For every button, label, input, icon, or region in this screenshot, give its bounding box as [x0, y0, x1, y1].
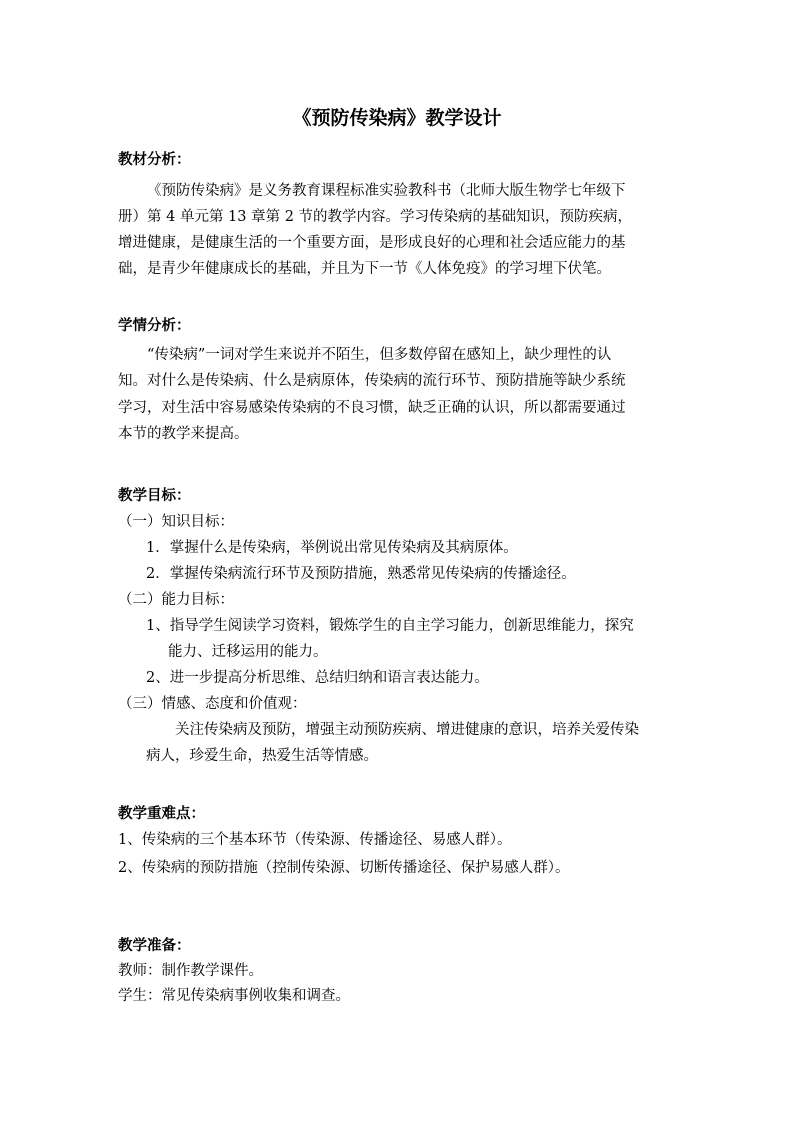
- material-line-1: 《预防传染病》是义务教育课程标准实验教科书（北师大版生物学七年级下: [147, 183, 626, 199]
- goals-knowledge-label: （一）知识目标：: [118, 514, 234, 530]
- preparation-teacher: 教师：制作教学课件。: [118, 963, 263, 979]
- students-line-2: 知。对什么是传染病、什么是病原体，传染病的流行环节、预防措施等缺少系统: [118, 373, 626, 389]
- goals-ability-label: （二）能力目标：: [118, 592, 234, 608]
- material-line-2: 册）第 4 单元第 13 章第 2 节的教学内容。学习传染病的基础知识，预防疾病，: [118, 209, 633, 225]
- material-line-3: 增进健康，是健康生活的一个重要方面，是形成良好的心理和社会适应能力的基: [118, 235, 626, 251]
- goals-emotion-line-2: 病人，珍爱生命，热爱生活等情感。: [146, 748, 378, 764]
- goals-knowledge-item-1: 1．掌握什么是传染病，举例说出常见传染病及其病原体。: [146, 540, 518, 556]
- goals-ability-item-1-line-2: 能力、迁移运用的能力。: [168, 644, 328, 660]
- section-heading-key-points: 教学重难点：: [118, 805, 205, 822]
- section-heading-preparation: 教学准备：: [118, 937, 191, 954]
- goals-ability-item-1-line-1: 1、指导学生阅读学习资料，锻炼学生的自主学习能力，创新思维能力，探究: [146, 618, 634, 634]
- preparation-student: 学生：常见传染病事例收集和调查。: [118, 988, 350, 1004]
- students-line-3: 学习，对生活中容易感染传染病的不良习惯，缺乏正确的认识，所以都需要通过: [118, 400, 626, 416]
- key-point-item-1: 1、传染病的三个基本环节（传染源、传播途径、易感人群）。: [118, 832, 512, 848]
- goals-knowledge-item-2: 2．掌握传染病流行环节及预防措施，熟悉常见传染病的传播途径。: [146, 566, 576, 582]
- section-heading-goals: 教学目标：: [118, 487, 191, 504]
- students-line-1: “传染病”一词对学生来说并不陌生，但多数停留在感知上，缺少理性的认: [147, 347, 612, 363]
- section-heading-material: 教材分析：: [118, 151, 191, 168]
- goals-ability-item-2: 2、进一步提高分析思维、总结归纳和语言表达能力。: [146, 670, 489, 686]
- key-point-item-2: 2、传染病的预防措施（控制传染源、切断传播途径、保护易感人群）。: [118, 860, 570, 876]
- goals-emotion-line-1: 关注传染病及预防，增强主动预防疾病、增进健康的意识，培养关爱传染: [175, 722, 639, 738]
- students-line-4: 本节的教学来提高。: [118, 426, 249, 442]
- section-heading-students: 学情分析：: [118, 317, 191, 334]
- document-title: 《预防传染病》教学设计: [292, 107, 502, 129]
- material-line-4: 础，是青少年健康成长的基础，并且为下一节《人体免疫》的学习埋下伏笔。: [118, 261, 611, 277]
- goals-emotion-label: （三）情感、态度和价值观：: [118, 696, 307, 712]
